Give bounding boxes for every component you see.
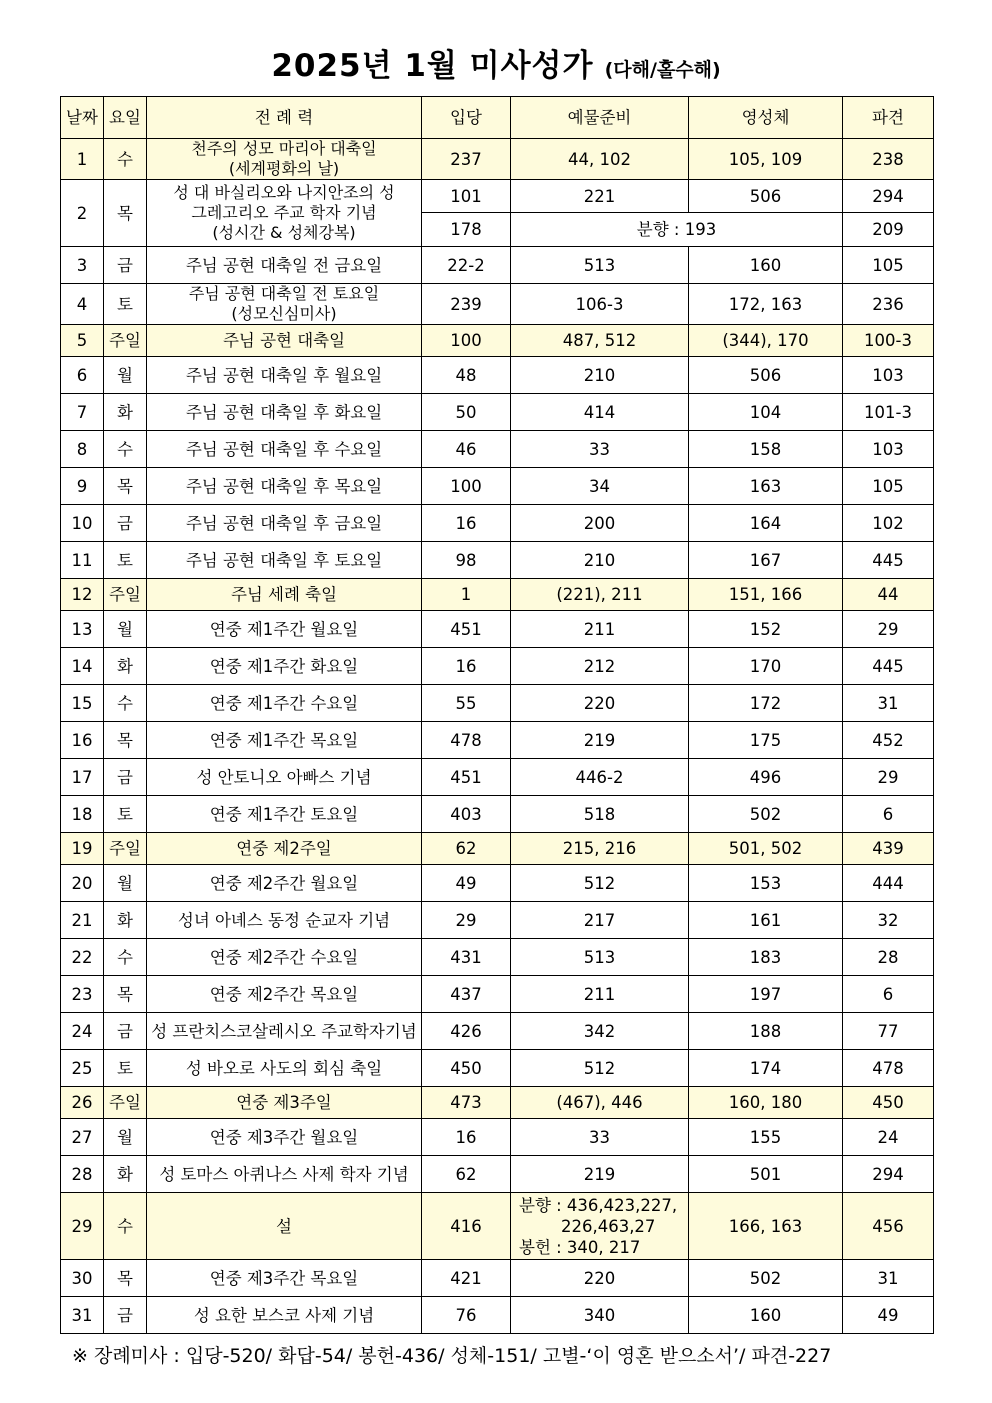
funeral-mass-note: ※ 장례미사 : 입당-520/ 화답-54/ 봉헌-436/ 성체-151/ 고별-‘이 영혼 받으소서’/ 파견-227 [72,1345,832,1367]
communion-cell: 496 [689,759,843,796]
entrance-cell: 416 [422,1193,511,1260]
dismissal-cell: 31 [843,685,934,722]
liturgy-cell: 천주의 성모 마리아 대축일 (세계평화의 날) [147,139,422,180]
table-row [61,939,934,976]
weekday-cell: 수 [104,431,147,468]
communion-cell: 174 [689,1050,843,1087]
day-cell: 29 [61,1193,104,1260]
page-title: 2025년 1월 미사성가 [271,48,594,84]
communion-cell: 105, 109 [689,139,843,180]
liturgy-cell: 연중 제1주간 토요일 [147,796,422,833]
header-offertory: 예물준비 [511,97,689,139]
table-row [61,648,934,685]
dismissal-cell: 24 [843,1119,934,1156]
dismissal-cell: 444 [843,865,934,902]
day-cell: 16 [61,722,104,759]
hymn-schedule-table [60,96,934,1334]
table-body [61,139,934,1334]
day-cell: 3 [61,247,104,284]
liturgy-cell: 연중 제1주간 월요일 [147,611,422,648]
day-cell: 25 [61,1050,104,1087]
entrance-cell: 237 [422,139,511,180]
offertory-cell: 211 [511,976,689,1013]
header-day: 날짜 [61,97,104,139]
day-cell: 26 [61,1087,104,1119]
entrance-cell: 100 [422,468,511,505]
entrance-cell: 50 [422,394,511,431]
liturgy-cell: 성녀 아녜스 동정 순교자 기념 [147,902,422,939]
dismissal-cell: 77 [843,1013,934,1050]
dismissal-cell: 103 [843,431,934,468]
offertory-cell: 212 [511,648,689,685]
entrance-cell: 178 [422,213,511,247]
day-cell: 1 [61,139,104,180]
offertory-cell: 106-3 [511,284,689,325]
weekday-cell: 화 [104,902,147,939]
entrance-cell: 101 [422,180,511,213]
weekday-cell: 금 [104,505,147,542]
page-title-block [0,40,992,85]
communion-cell: 172 [689,685,843,722]
weekday-cell: 수 [104,939,147,976]
entrance-cell: 16 [422,505,511,542]
day-cell: 7 [61,394,104,431]
table-row [61,468,934,505]
offertory-cell: 342 [511,1013,689,1050]
table-row [61,542,934,579]
table-row [61,902,934,939]
table-row [61,1087,934,1119]
dismissal-cell: 445 [843,542,934,579]
table-row [61,1297,934,1334]
offertory-cell: 220 [511,1260,689,1297]
day-cell: 22 [61,939,104,976]
entrance-cell: 100 [422,325,511,357]
offertory-cell: 513 [511,939,689,976]
liturgy-cell: 주님 공현 대축일 후 화요일 [147,394,422,431]
weekday-cell: 목 [104,468,147,505]
communion-cell: 501, 502 [689,833,843,865]
liturgy-cell: 성 토마스 아퀴나스 사제 학자 기념 [147,1156,422,1193]
entrance-cell: 426 [422,1013,511,1050]
dismissal-cell: 103 [843,357,934,394]
page-subtitle: (다해/홀수해) [604,59,721,81]
table-row [61,180,934,213]
day-cell: 17 [61,759,104,796]
liturgy-cell: 주님 공현 대축일 후 금요일 [147,505,422,542]
table-row [61,685,934,722]
day-cell: 10 [61,505,104,542]
communion-cell: 104 [689,394,843,431]
offertory-cell: 210 [511,357,689,394]
dismissal-cell: 29 [843,611,934,648]
entrance-cell: 55 [422,685,511,722]
table-row [61,1050,934,1087]
offertory-cell: 219 [511,722,689,759]
table-row [61,611,934,648]
dismissal-cell: 49 [843,1297,934,1334]
weekday-cell: 월 [104,357,147,394]
entrance-cell: 437 [422,976,511,1013]
day-cell: 28 [61,1156,104,1193]
weekday-cell: 주일 [104,833,147,865]
offertory-cell: 512 [511,865,689,902]
day-cell: 4 [61,284,104,325]
entrance-cell: 421 [422,1260,511,1297]
weekday-cell: 토 [104,542,147,579]
liturgy-cell: 연중 제2주간 월요일 [147,865,422,902]
weekday-cell: 화 [104,648,147,685]
communion-cell: 175 [689,722,843,759]
weekday-cell: 월 [104,611,147,648]
weekday-cell: 월 [104,1119,147,1156]
day-cell: 13 [61,611,104,648]
day-cell: 30 [61,1260,104,1297]
entrance-cell: 16 [422,648,511,685]
liturgy-cell: 주님 공현 대축일 전 금요일 [147,247,422,284]
entrance-cell: 98 [422,542,511,579]
weekday-cell: 토 [104,284,147,325]
entrance-cell: 1 [422,579,511,611]
dismissal-cell: 101-3 [843,394,934,431]
day-cell: 2 [61,180,104,247]
communion-cell: (344), 170 [689,325,843,357]
entrance-cell: 46 [422,431,511,468]
offertory-cell: 220 [511,685,689,722]
offertory-cell: 34 [511,468,689,505]
entrance-cell: 450 [422,1050,511,1087]
table-row [61,394,934,431]
offertory-cell: 518 [511,796,689,833]
day-cell: 24 [61,1013,104,1050]
liturgy-cell: 성 요한 보스코 사제 기념 [147,1297,422,1334]
weekday-cell: 금 [104,1013,147,1050]
incense-cell: 분향 : 193 [511,213,843,247]
offertory-cell: 414 [511,394,689,431]
entrance-cell: 49 [422,865,511,902]
table-header-row [61,97,934,139]
entrance-cell: 478 [422,722,511,759]
offertory-cell: (221), 211 [511,579,689,611]
dismissal-cell: 31 [843,1260,934,1297]
table-row [61,284,934,325]
offertory-cell: 221 [511,180,689,213]
liturgy-cell: 주님 공현 대축일 후 월요일 [147,357,422,394]
communion-cell: 197 [689,976,843,1013]
table-row [61,357,934,394]
header-liturgy: 전 례 력 [147,97,422,139]
dismissal-cell: 478 [843,1050,934,1087]
liturgy-cell: 주님 공현 대축일 전 토요일 (성모신심미사) [147,284,422,325]
offertory-cell: 215, 216 [511,833,689,865]
weekday-cell: 주일 [104,1087,147,1119]
dismissal-cell: 439 [843,833,934,865]
entrance-cell: 62 [422,1156,511,1193]
communion-cell: 161 [689,902,843,939]
header-entrance: 입당 [422,97,511,139]
day-cell: 11 [61,542,104,579]
dismissal-cell: 209 [843,213,934,247]
dismissal-cell: 105 [843,247,934,284]
weekday-cell: 금 [104,759,147,796]
offertory-cell: 44, 102 [511,139,689,180]
liturgy-cell: 연중 제3주일 [147,1087,422,1119]
liturgy-cell: 주님 공현 대축일 [147,325,422,357]
table-row [61,759,934,796]
entrance-cell: 451 [422,759,511,796]
dismissal-cell: 32 [843,902,934,939]
entrance-cell: 431 [422,939,511,976]
dismissal-cell: 236 [843,284,934,325]
dismissal-cell: 456 [843,1193,934,1260]
offertory-cell: 분향 : 436,423,227, 226,463,27 봉헌 : 340, 217 [511,1193,689,1260]
communion-cell: 183 [689,939,843,976]
table-row [61,579,934,611]
offertory-cell: 33 [511,1119,689,1156]
liturgy-cell: 주님 세례 축일 [147,579,422,611]
offertory-cell: 211 [511,611,689,648]
table-row [61,1193,934,1260]
liturgy-cell: 연중 제2주간 수요일 [147,939,422,976]
weekday-cell: 목 [104,976,147,1013]
table-row [61,1260,934,1297]
communion-cell: 172, 163 [689,284,843,325]
table-row [61,505,934,542]
offertory-cell: 210 [511,542,689,579]
entrance-cell: 48 [422,357,511,394]
weekday-cell: 수 [104,1193,147,1260]
liturgy-cell: 성 대 바실리오와 나지안조의 성 그레고리오 주교 학자 기념 (성시간 & 성체강복) [147,180,422,247]
communion-cell: 170 [689,648,843,685]
day-cell: 19 [61,833,104,865]
liturgy-cell: 성 안토니오 아빠스 기념 [147,759,422,796]
dismissal-cell: 29 [843,759,934,796]
weekday-cell: 목 [104,180,147,247]
liturgy-cell: 연중 제3주간 월요일 [147,1119,422,1156]
table-row [61,833,934,865]
header-dismissal: 파견 [843,97,934,139]
offertory-cell: 446-2 [511,759,689,796]
liturgy-cell: 설 [147,1193,422,1260]
weekday-cell: 주일 [104,325,147,357]
entrance-cell: 22-2 [422,247,511,284]
day-cell: 31 [61,1297,104,1334]
day-cell: 12 [61,579,104,611]
day-cell: 21 [61,902,104,939]
day-cell: 9 [61,468,104,505]
table-row [61,865,934,902]
day-cell: 5 [61,325,104,357]
communion-cell: 188 [689,1013,843,1050]
day-cell: 8 [61,431,104,468]
weekday-cell: 수 [104,685,147,722]
table-row [61,976,934,1013]
liturgy-cell: 주님 공현 대축일 후 목요일 [147,468,422,505]
communion-cell: 160 [689,247,843,284]
header-weekday: 요일 [104,97,147,139]
dismissal-cell: 102 [843,505,934,542]
entrance-cell: 62 [422,833,511,865]
communion-cell: 153 [689,865,843,902]
day-cell: 18 [61,796,104,833]
day-cell: 6 [61,357,104,394]
communion-cell: 158 [689,431,843,468]
dismissal-cell: 6 [843,796,934,833]
communion-cell: 166, 163 [689,1193,843,1260]
offertory-cell: 513 [511,247,689,284]
dismissal-cell: 294 [843,1156,934,1193]
offertory-cell: (467), 446 [511,1087,689,1119]
offertory-cell: 340 [511,1297,689,1334]
weekday-cell: 목 [104,722,147,759]
communion-cell: 160 [689,1297,843,1334]
communion-cell: 155 [689,1119,843,1156]
offertory-cell: 512 [511,1050,689,1087]
entrance-cell: 473 [422,1087,511,1119]
dismissal-cell: 452 [843,722,934,759]
dismissal-cell: 44 [843,579,934,611]
weekday-cell: 수 [104,139,147,180]
entrance-cell: 16 [422,1119,511,1156]
entrance-cell: 76 [422,1297,511,1334]
dismissal-cell: 445 [843,648,934,685]
communion-cell: 167 [689,542,843,579]
dismissal-cell: 238 [843,139,934,180]
day-cell: 27 [61,1119,104,1156]
table-row [61,1013,934,1050]
weekday-cell: 화 [104,394,147,431]
liturgy-cell: 연중 제2주간 목요일 [147,976,422,1013]
table-row [61,796,934,833]
dismissal-cell: 105 [843,468,934,505]
weekday-cell: 토 [104,796,147,833]
offertory-cell: 33 [511,431,689,468]
entrance-cell: 239 [422,284,511,325]
weekday-cell: 토 [104,1050,147,1087]
day-cell: 14 [61,648,104,685]
liturgy-cell: 주님 공현 대축일 후 수요일 [147,431,422,468]
offertory-cell: 217 [511,902,689,939]
liturgy-cell: 연중 제1주간 목요일 [147,722,422,759]
communion-cell: 160, 180 [689,1087,843,1119]
table-row [61,325,934,357]
weekday-cell: 주일 [104,579,147,611]
liturgy-cell: 연중 제2주일 [147,833,422,865]
communion-cell: 506 [689,357,843,394]
dismissal-cell: 450 [843,1087,934,1119]
liturgy-cell: 성 프란치스코살레시오 주교학자기념 [147,1013,422,1050]
day-cell: 23 [61,976,104,1013]
liturgy-cell: 주님 공현 대축일 후 토요일 [147,542,422,579]
communion-cell: 501 [689,1156,843,1193]
offertory-cell: 200 [511,505,689,542]
communion-cell: 502 [689,1260,843,1297]
table-row [61,1156,934,1193]
dismissal-cell: 100-3 [843,325,934,357]
header-communion: 영성체 [689,97,843,139]
communion-cell: 506 [689,180,843,213]
weekday-cell: 화 [104,1156,147,1193]
day-cell: 20 [61,865,104,902]
communion-cell: 152 [689,611,843,648]
liturgy-cell: 성 바오로 사도의 회심 축일 [147,1050,422,1087]
communion-cell: 164 [689,505,843,542]
offertory-cell: 487, 512 [511,325,689,357]
communion-cell: 163 [689,468,843,505]
weekday-cell: 금 [104,1297,147,1334]
liturgy-cell: 연중 제3주간 목요일 [147,1260,422,1297]
dismissal-cell: 294 [843,180,934,213]
dismissal-cell: 6 [843,976,934,1013]
entrance-cell: 451 [422,611,511,648]
table-row [61,247,934,284]
table-row [61,431,934,468]
entrance-cell: 403 [422,796,511,833]
weekday-cell: 월 [104,865,147,902]
entrance-cell: 29 [422,902,511,939]
liturgy-cell: 연중 제1주간 화요일 [147,648,422,685]
table-row [61,1119,934,1156]
weekday-cell: 금 [104,247,147,284]
table-row [61,139,934,180]
dismissal-cell: 28 [843,939,934,976]
communion-cell: 151, 166 [689,579,843,611]
liturgy-cell: 연중 제1주간 수요일 [147,685,422,722]
table-row [61,722,934,759]
communion-cell: 502 [689,796,843,833]
day-cell: 15 [61,685,104,722]
offertory-cell: 219 [511,1156,689,1193]
weekday-cell: 목 [104,1260,147,1297]
